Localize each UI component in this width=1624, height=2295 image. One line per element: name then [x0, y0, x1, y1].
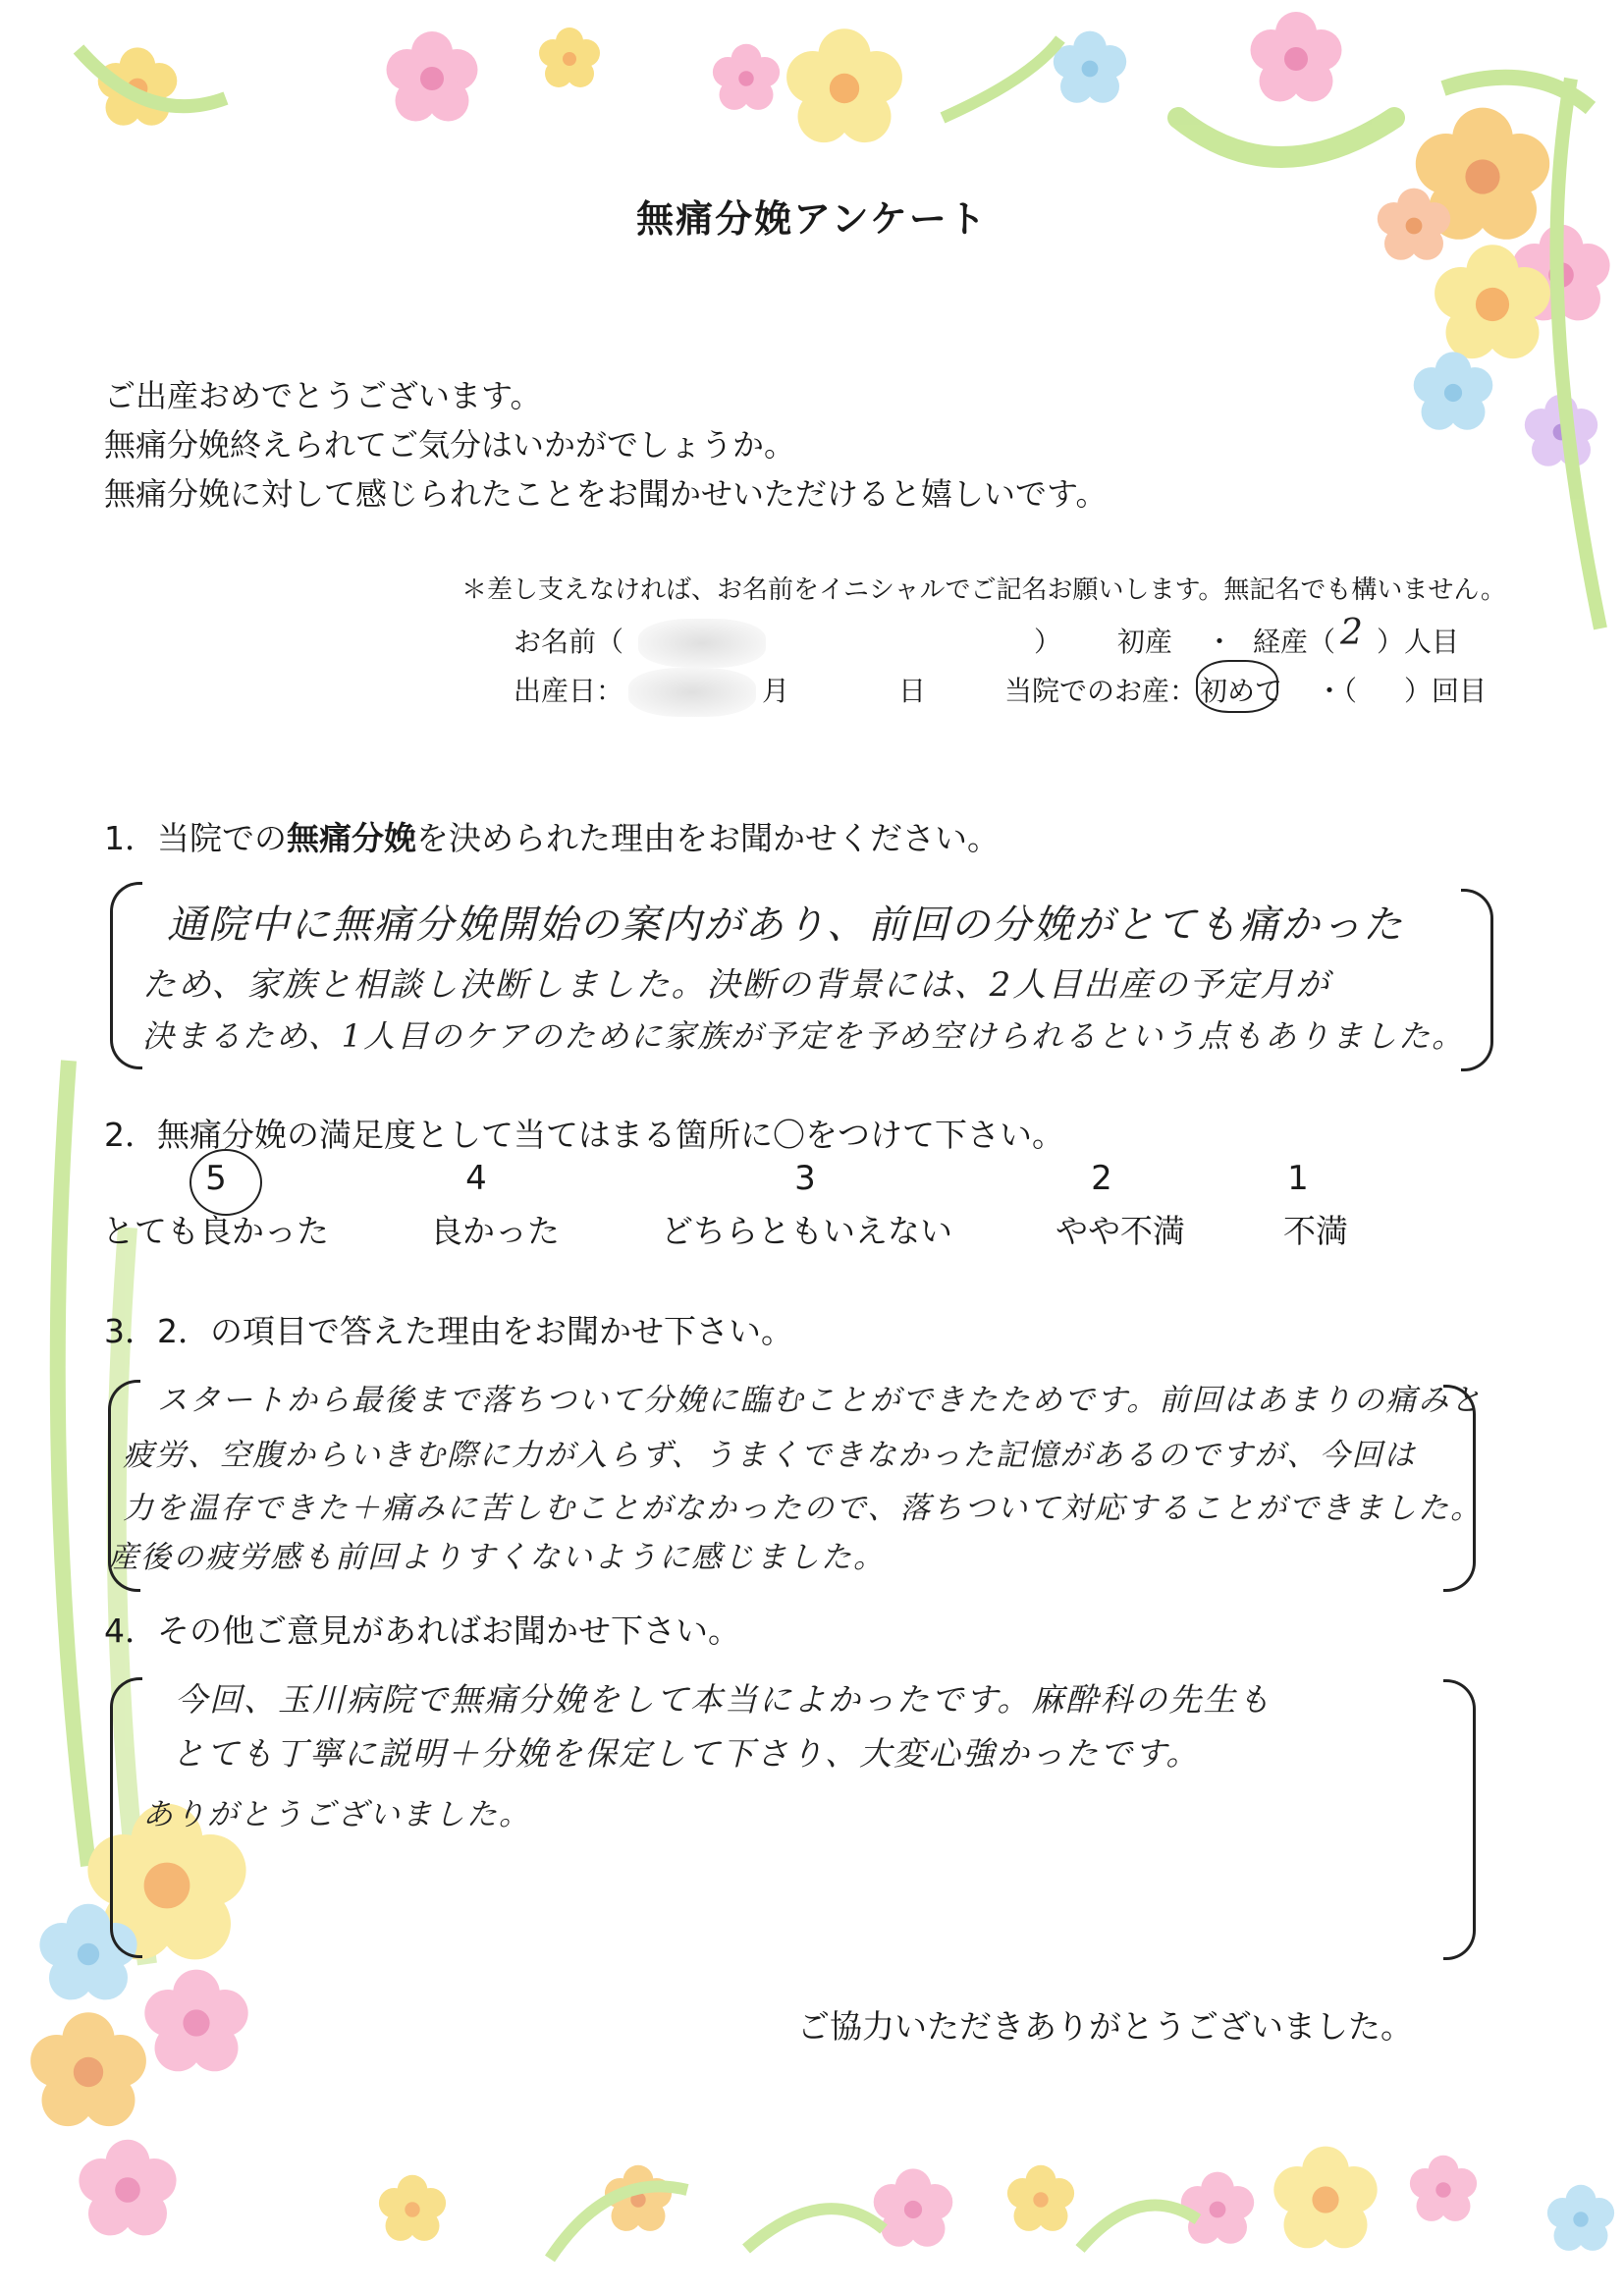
- clinic-first-option: 初めて: [1200, 675, 1283, 707]
- question-4: 4．その他ご意見があればお聞かせ下さい。: [104, 1612, 740, 1650]
- rating-1-label: 不満: [1283, 1212, 1348, 1250]
- redacted-name: [638, 619, 766, 668]
- question-1-suffix: を決められた理由をお聞かせください。: [416, 819, 1000, 857]
- answer-3-line-2: 疲労、空腹からいきむ際に力が入らず、うまくできなかった記憶があるのですが、今回は: [123, 1438, 1417, 1473]
- intro-line-1: ご出産おめでとうございます。: [104, 377, 542, 414]
- first-birth-option: 初産: [1117, 626, 1173, 658]
- name-close: ）: [1034, 626, 1062, 658]
- rating-3-label: どちらともいえない: [661, 1212, 952, 1250]
- answer-4-line-2: とても丁寧に説明＋分娩を保定して下さり、大変心強かったです。: [172, 1734, 1201, 1773]
- birth-count-suffix: ）人目: [1377, 626, 1460, 658]
- question-1-bold: 無痛分娩: [287, 819, 416, 857]
- day-label: 日: [898, 675, 927, 707]
- answer-4-bracket-right: [1443, 1679, 1476, 1960]
- rating-2-label: やや不満: [1056, 1212, 1185, 1250]
- rating-4-label: 良かった: [430, 1212, 560, 1250]
- answer-1-line-2: ため、家族と相談し決断しました。決断の背景には、2人目出産の予定月が: [142, 965, 1331, 1005]
- answer-1-bracket-left: [110, 882, 142, 1069]
- multi-birth-option: 経産（: [1253, 626, 1336, 658]
- question-2: 2．無痛分娩の満足度として当てはまる箇所に〇をつけて下さい。: [104, 1116, 1064, 1154]
- closing-message: ご協力いただきありがとうございました。: [797, 2007, 1413, 2046]
- rating-1-number: 1: [1287, 1159, 1309, 1198]
- answer-3-line-3: 力を温存できた＋痛みに苦しむことがなかったので、落ちついて対応することができました。: [123, 1491, 1484, 1526]
- question-1-number: 1．: [104, 819, 157, 857]
- rating-2-number: 2: [1091, 1159, 1112, 1198]
- birth-count-value: 2: [1340, 613, 1365, 653]
- answer-4-line-3: ありがとうございました。: [142, 1797, 531, 1832]
- answer-1-line-1: 通院中に無痛分娩開始の案内があり、前回の分娩がとても痛かった: [167, 902, 1404, 948]
- clinic-birth-label: 当院でのお産：: [1004, 675, 1198, 707]
- question-1: [104, 813, 1000, 859]
- initials-note: ＊差し支えなければ、お名前をイニシャルでご記名お願いします。無記名でも構いません。: [461, 575, 1506, 605]
- answer-1-line-3: 決まるため、1人目のケアのために家族が予定を予め空けられるという点もありました。: [142, 1017, 1466, 1055]
- page-title: 無痛分娩アンケート: [636, 197, 988, 241]
- rating-3-number: 3: [794, 1159, 816, 1198]
- redacted-date: [628, 668, 756, 717]
- birth-date-label: 出産日：: [514, 675, 624, 707]
- option-separator: ・: [1206, 626, 1234, 658]
- intro-line-3: 無痛分娩に対して感じられたことをお聞かせいただけると嬉しいです。: [104, 475, 1108, 513]
- answer-4-bracket-left: [110, 1677, 142, 1958]
- answer-4-line-1: 今回、玉川病院で無痛分娩をして本当によかったです。麻酔科の先生も: [175, 1680, 1272, 1719]
- question-3: 3．2．の項目で答えた理由をお聞かせ下さい。: [104, 1312, 793, 1350]
- question-1-prefix: 当院での: [157, 819, 287, 857]
- answer-3-line-1: スタートから最後まで落ちついて分娩に臨むことができたためです。前回はあまりの痛みと: [157, 1383, 1484, 1418]
- rating-4-number: 4: [465, 1159, 487, 1198]
- clinic-first-circle-mark: [1196, 660, 1278, 713]
- name-label: お名前（: [514, 626, 624, 658]
- intro-line-2: 無痛分娩終えられてご気分はいかがでしょうか。: [104, 426, 796, 464]
- clinic-times-close: ）回目: [1404, 675, 1488, 707]
- answer-3-line-4: 産後の疲労感も前回よりすくないように感じました。: [108, 1540, 886, 1575]
- rating-5-number: 5: [205, 1159, 227, 1198]
- answer-1-bracket-right: [1461, 889, 1493, 1071]
- clinic-times-open: ・（: [1316, 675, 1358, 707]
- rating-5-label: とても良かった: [102, 1212, 329, 1250]
- month-label: 月: [762, 675, 790, 707]
